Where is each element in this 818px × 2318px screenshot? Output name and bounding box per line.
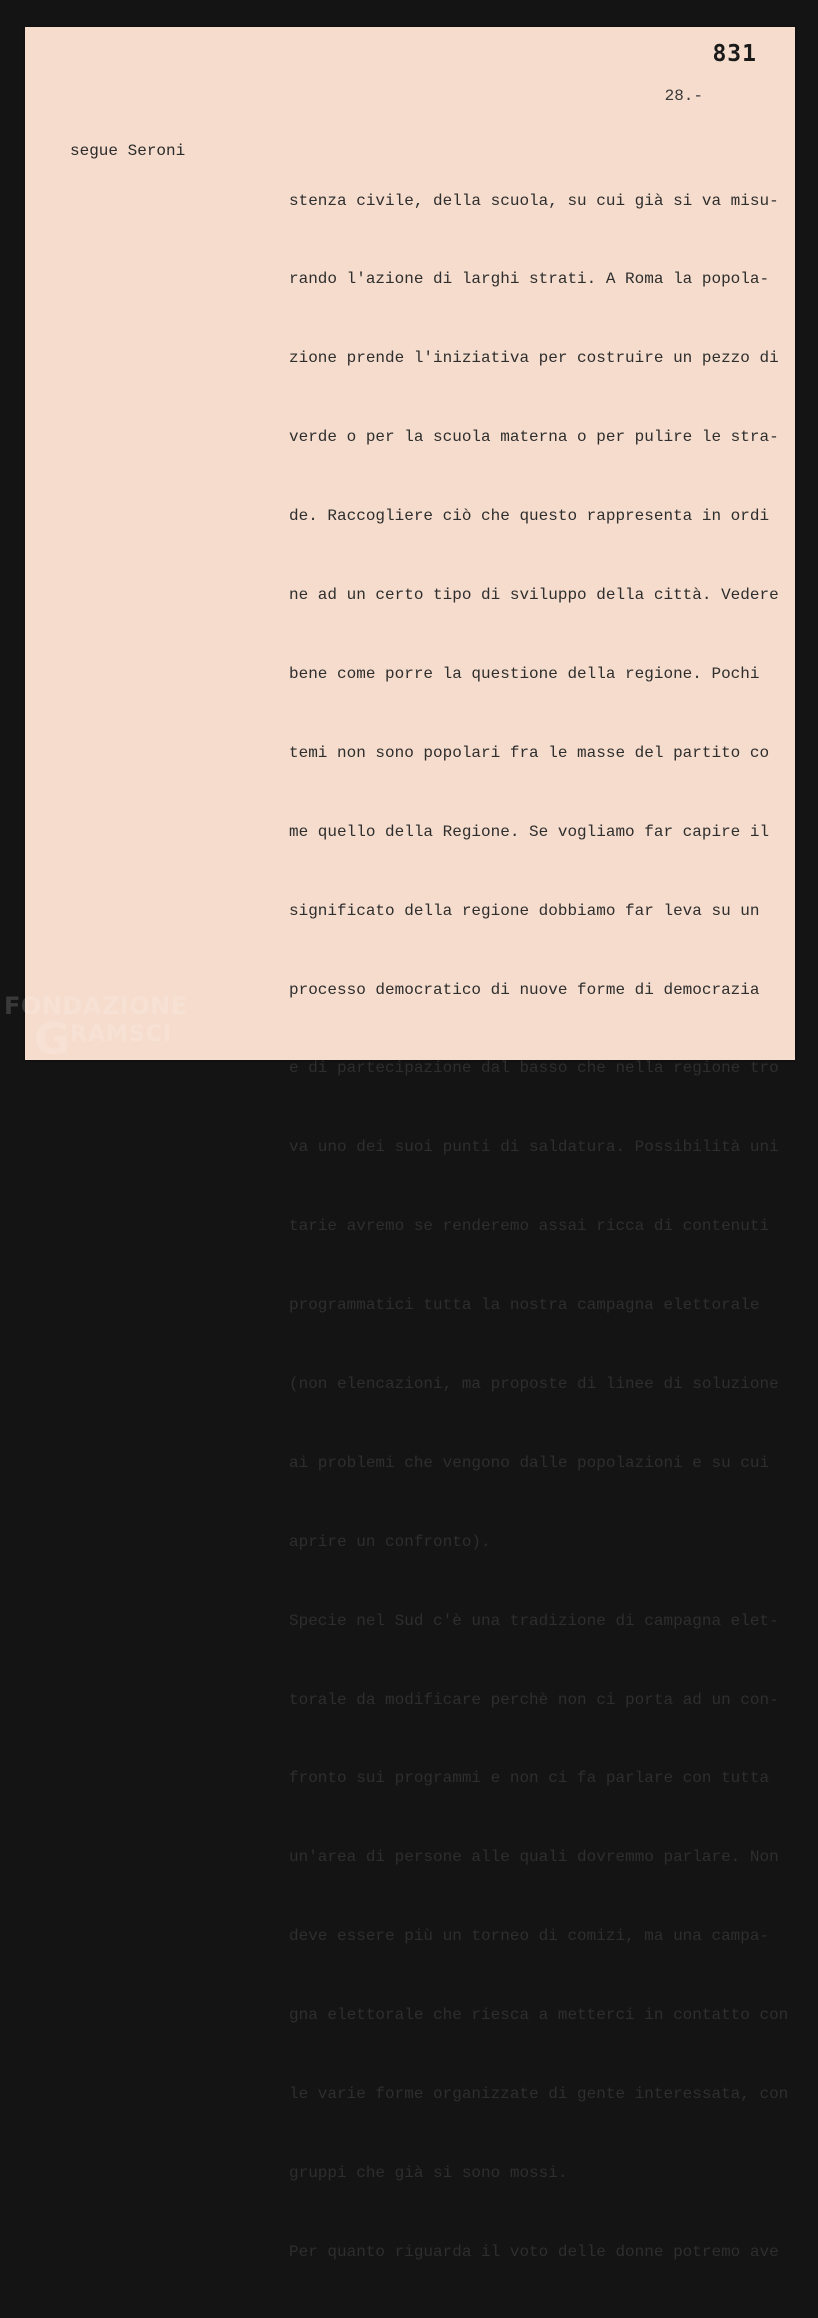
text-line: Specie nel Sud c'è una tradizione di campagna elet- <box>289 1611 779 1630</box>
text-line: (non elencazioni, ma proposte di linee di soluzione <box>289 1374 779 1393</box>
watermark-initial: G <box>34 1014 71 1065</box>
text-line: me quello della Regione. Se vogliamo far capire il <box>289 822 770 841</box>
text-line: verde o per la scuola materna o per pulire le stra- <box>289 428 779 447</box>
speaker-label: segue Seroni <box>70 142 186 160</box>
page-number: 831 <box>712 41 757 67</box>
text-line: aprire un confronto). <box>289 1532 491 1551</box>
text-line: processo democratico di nuove forme di democrazia <box>289 980 760 999</box>
text-line: bene come porre la questione della regione. Pochi <box>289 664 760 683</box>
text-line: de. Raccogliere ciò che questo rappresenta in ordi <box>289 507 770 526</box>
document-page <box>25 27 795 2261</box>
text-line: le varie forme organizzate di gente interessata, con <box>289 2084 789 2103</box>
text-line: deve essere più un torneo di comizi, ma una campa- <box>289 1927 770 1946</box>
text-line: Per quanto riguarda il voto delle donne potremo ave <box>289 2242 779 2261</box>
text-line: ne ad un certo tipo di sviluppo della città. Vedere <box>289 586 779 605</box>
text-line: zione prende l'iniziativa per costruire un pezzo di <box>289 349 779 368</box>
text-line: ai problemi che vengono dalle popolazioni e su cui <box>289 1453 770 1472</box>
text-line: gna elettorale che riesca a metterci in contatto con <box>289 2006 789 2025</box>
text-line: e di partecipazione dal basso che nella regione tro <box>289 1059 779 1078</box>
text-line: significato della regione dobbiamo far leva su un <box>289 901 760 920</box>
text-line: gruppi che già si sono mossi. <box>289 2163 568 2182</box>
watermark-line-1: FONDAZIONE <box>4 992 188 1020</box>
text-line: va uno dei suoi punti di saldatura. Possibilità uni <box>289 1138 779 1157</box>
watermark-g-logo-icon <box>34 1014 71 1065</box>
watermark-line-2: RAMSCI <box>70 1022 173 1047</box>
fondazione-gramsci-watermark <box>4 990 204 1070</box>
text-line: torale da modificare perchè non ci porta ad un con- <box>289 1690 779 1709</box>
text-line: fronto sui programmi e non ci fa parlare con tutta <box>289 1769 770 1788</box>
typed-text-body <box>289 135 789 2318</box>
text-line: un'area di persone alle quali dovremmo parlare. Non <box>289 1848 779 1867</box>
text-line: temi non sono popolari fra le masse del partito co <box>289 743 770 762</box>
text-line: stenza civile, della scuola, su cui già si va misu- <box>289 191 779 210</box>
sheet-number: 28.- <box>664 87 703 105</box>
text-line: tarie avremo se renderemo assai ricca di contenuti <box>289 1217 770 1236</box>
text-line: rando l'azione di larghi strati. A Roma la popola- <box>289 270 770 289</box>
text-line: programmatici tutta la nostra campagna elettorale <box>289 1296 760 1315</box>
